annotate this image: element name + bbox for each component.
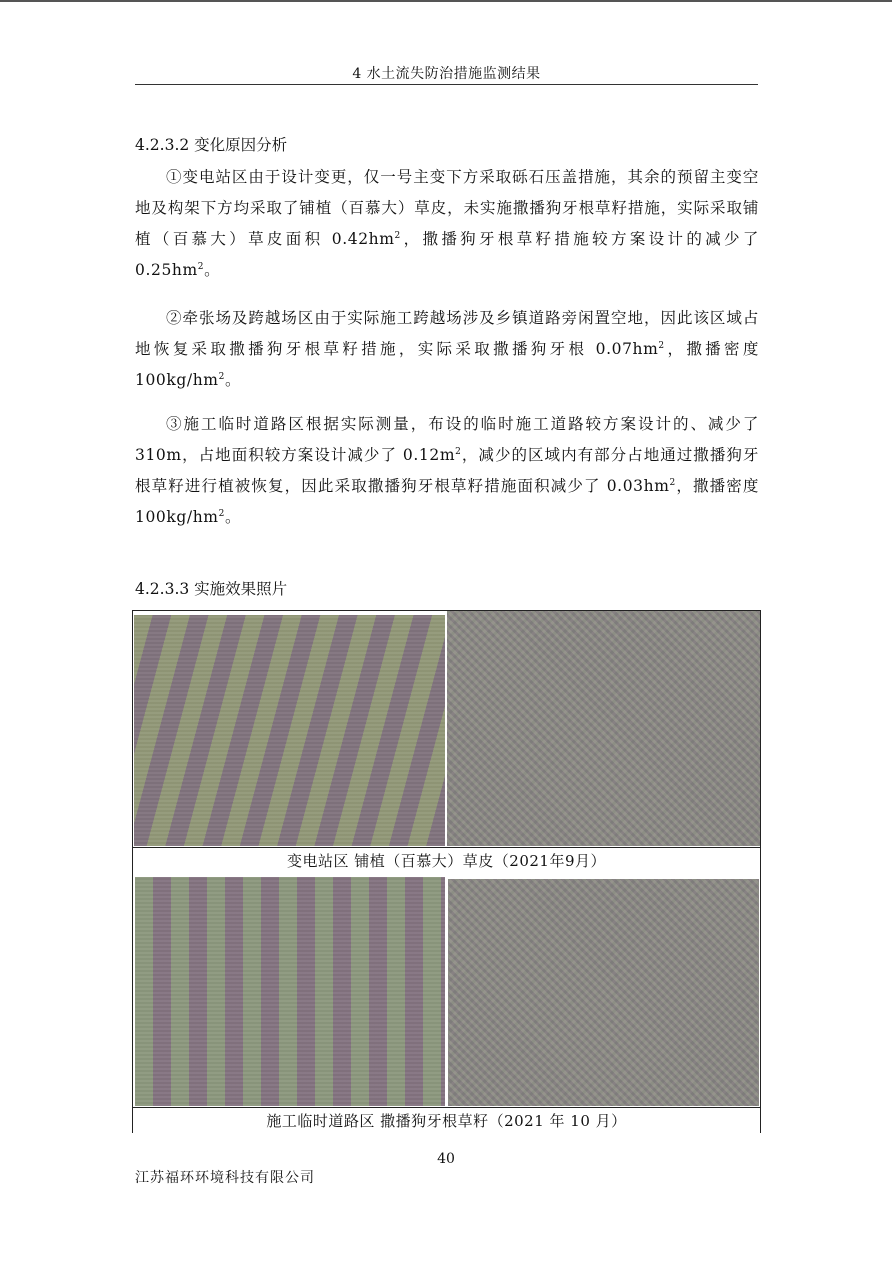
photo-road-seeding-1 [135, 877, 445, 1106]
footer-company-name: 江苏福环环境科技有限公司 [135, 1170, 315, 1186]
para1-sup-a: 2 [394, 231, 401, 241]
section-heading-photos: 4.2.3.3 实施效果照片 [135, 580, 288, 598]
photo-caption-road: 施工临时道路区 撒播狗牙根草籽（2021 年 10 月） [133, 1107, 760, 1133]
photo-substation-sod-2 [447, 611, 760, 846]
para2-text-c: 。 [224, 371, 242, 389]
paragraph-temporary-road [135, 409, 759, 533]
para3-text-b: ，减少的区域内有部分占地通过撒播狗牙根草籽进行植被恢复，因此采取撒播狗牙根草籽措施面积减少了 0.03hm [135, 446, 759, 495]
para3-sup-c: 2 [218, 509, 225, 519]
photo-road-seeding-2 [448, 879, 759, 1106]
paragraph-tension-field [135, 303, 759, 396]
top-border-line [0, 0, 892, 2]
section-heading-analysis: 4.2.3.2 变化原因分析 [135, 136, 288, 154]
para3-sup-a: 2 [455, 447, 462, 457]
para2-sup-a: 2 [658, 341, 665, 351]
para2-sup-b: 2 [218, 372, 225, 382]
para1-sup-b: 2 [197, 262, 205, 272]
para1-text-b: ，撒播狗牙根草籽措施较方案设计的减少了 0.25hm [135, 230, 759, 279]
para3-sup-b: 2 [669, 478, 676, 488]
para2-text-b: ，撒播密度 100kg/hm [135, 340, 759, 389]
photo-substation-sod-1 [134, 615, 445, 846]
paragraph-substation [135, 162, 759, 286]
para3-text-d: 。 [224, 508, 242, 526]
photo-caption-substation: 变电站区 铺植（百慕大）草皮（2021年9月） [133, 847, 760, 873]
para1-text-a: ①变电站区由于设计变更，仅一号主变下方采取砾石压盖措施，其余的预留主变空地及构架下方均采取了铺植（百慕大）草皮，未实施撒播狗牙根草籽措施，实际采取铺植（百慕大）草皮面积 0.42hm [135, 168, 759, 248]
para2-text-a: ②牵张场及跨越场区由于实际施工跨越场涉及乡镇道路旁闲置空地，因此该区域占地恢复采取撒播狗牙根草籽措施，实际采取撒播狗牙根 0.07hm [135, 309, 759, 358]
page-number: 40 [437, 1151, 455, 1167]
photo-table [132, 610, 761, 1133]
running-header: 4 水土流失防治措施监测结果 [352, 66, 541, 82]
para3-text-c: ，撒播密度 100kg/hm [135, 477, 759, 526]
para3-text-a: ③施工临时道路区根据实际测量，布设的临时施工道路较方案设计的、减少了 310m，占地面积较方案设计减少了 0.12m [135, 415, 759, 464]
para1-text-c: 。 [204, 261, 221, 279]
header-rule [135, 84, 758, 85]
